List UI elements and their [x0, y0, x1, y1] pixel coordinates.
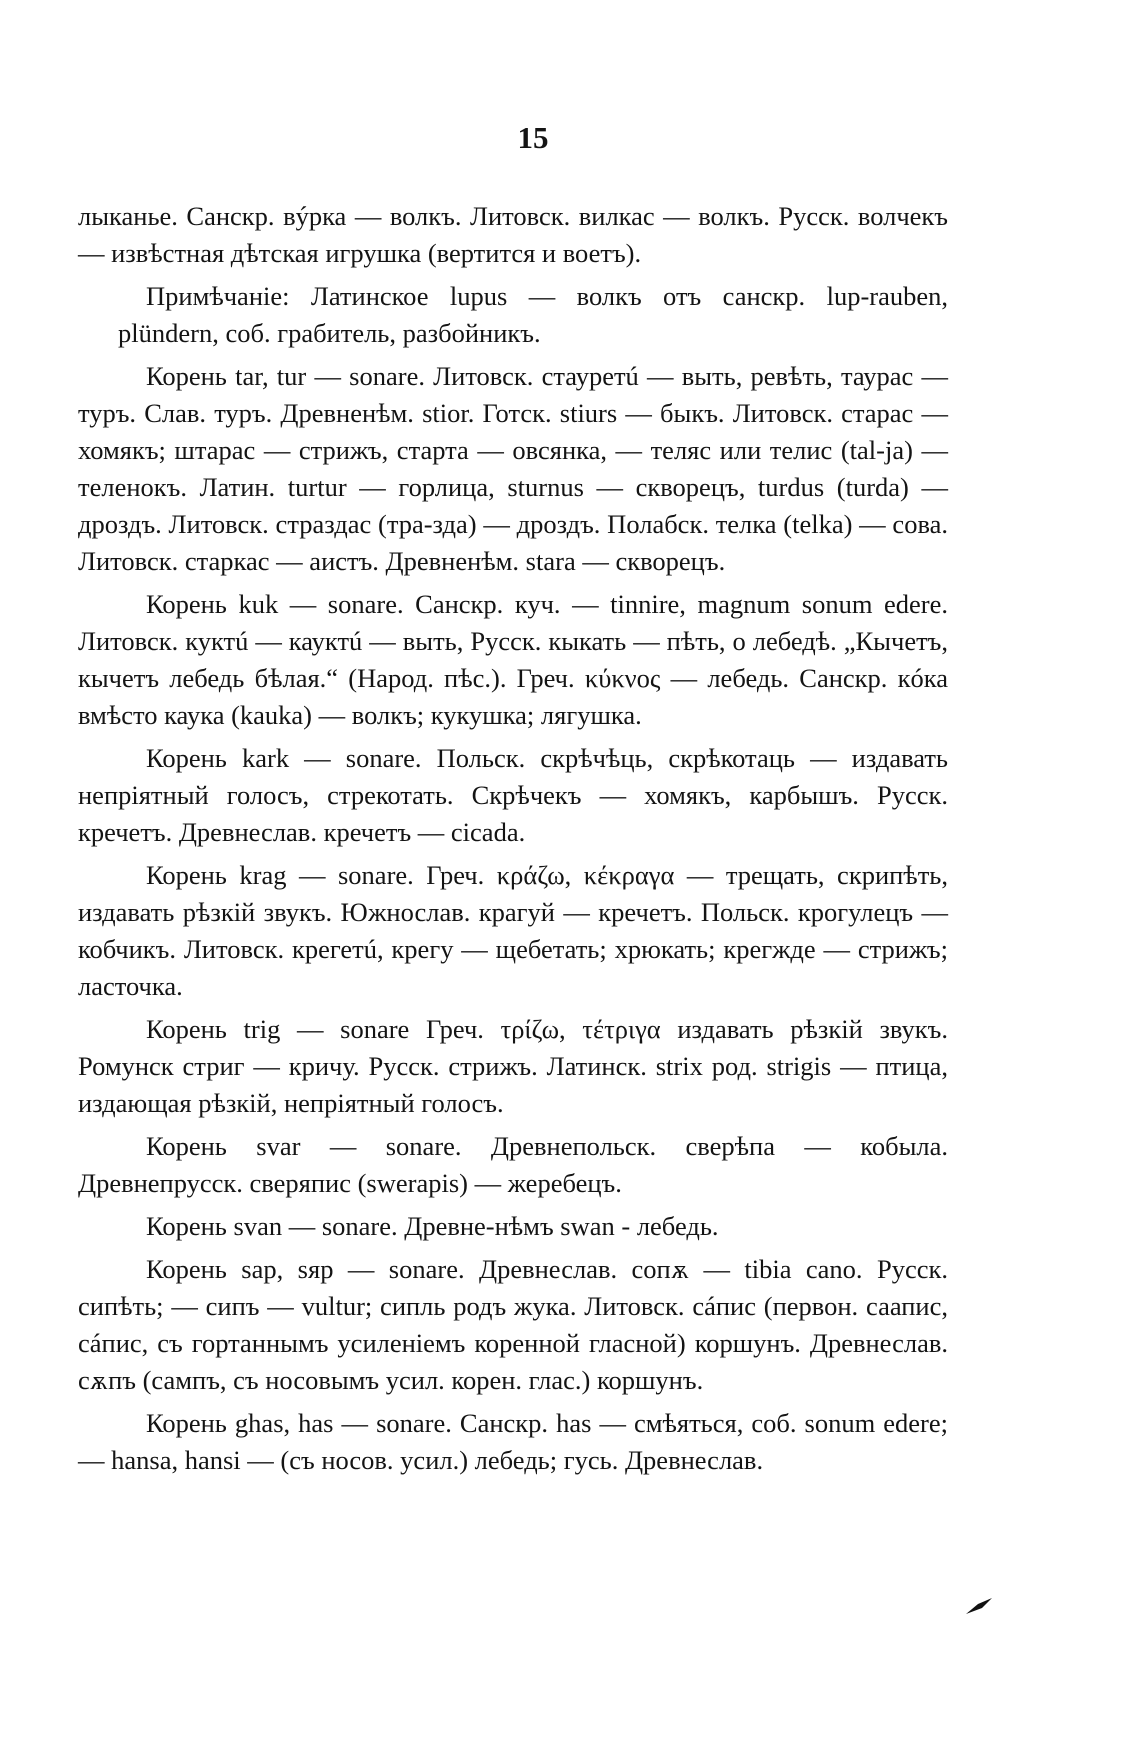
paragraph-root-kuk: Корень kuk — sonare. Санскр. куч. — tinnire, magnum sonum edere. Литовск. куктú — кауктú — выть, Русск. кыкать — пѣть, о лебедѣ. „Кычетъ, кычетъ лебедь бѣлая.“ (Народ. пѣс.). Греч. κύκνος — лебедь. Санскр. кóка вмѣсто каука (kauka) — волкъ; кукушка; лягушка. — [78, 589, 948, 730]
paragraph-root-sap: Корень sap, sяр — sonare. Древнеслав. сопѫ — tibia cano. Русск. сипѣть; — сипъ — vultur; сипль родъ жука. Литовск. сáпис (первон. саапис, сáпис, съ гортаннымъ усиленіемъ коренной гласной) коршунъ. Древнеслав. сѫпъ (сампъ, съ носовымъ усил. корен. глас.) коршунъ. — [78, 1254, 948, 1395]
paragraph-root-tar: Корень tar, tur — sonare. Литовск. стауретú — выть, ревѣть, таурас — туръ. Слав. туръ. Древненѣм. stior. Готск. stiurs — быкъ. Литовск. старас — хомякъ; штарас — стрижъ, старта — овсянка, — теляс или телис (tal-ja) — теленокъ. Латин. turtur — горлица, sturnus — скворецъ, turdus (turda) — дроздъ. Литовск. страздас (тра-зда) — дроздъ. Полабск. телка (telka) — сова. Литовск. старкас — аистъ. Древненѣм. stara — скворецъ. — [78, 361, 948, 576]
paragraph-root-svar: Корень svar — sonare. Древнепольск. сверѣпа — кобыла. Древнепрусск. сверяпис (swerapis) — жеребецъ. — [78, 1131, 948, 1198]
paragraph-root-kark: Корень kark — sonare. Польск. скрѣчѣць, скрѣкотаць — издавать непріятный голосъ, стрекотать. Скрѣчекъ — хомякъ, карбышъ. Русск. кречетъ. Древнеслав. кречетъ — cicada. — [78, 743, 948, 847]
pen-mark-icon — [964, 1596, 994, 1616]
paragraph-root-krag: Корень krag — sonare. Греч. κράζω, κέκραγα — трещать, скрипѣть, издавать рѣзкій звукъ. Южнослав. крагуй — кречетъ. Польск. крогулецъ — кобчикъ. Литовск. крегетú, крегу — щебетать; хрюкать; крегжде — стрижъ; ласточка. — [78, 860, 948, 1001]
paragraph: лыканье. Санскр. вýрка — волкъ. Литовск. вилкас — волкъ. Русск. волчекъ — извѣстная дѣтская игрушка (вертится и воетъ). — [78, 201, 948, 268]
paragraph-root-trig: Корень trig — sonare Греч. τρίζω, τέτριγα издавать рѣзкій звукъ. Ромунск стриг — кричу. Русск. стрижъ. Латинск. strix род. strigis — птица, издающая рѣзкій, непріятный голосъ. — [78, 1014, 948, 1118]
page-number: 15 — [517, 120, 549, 155]
note-paragraph: Примѣчаніе: Латинское lupus — волкъ отъ санскр. lup-rauben, plündern, соб. грабитель, разбойникъ. — [118, 281, 948, 348]
book-page — [78, 120, 948, 1485]
paragraph-root-svan: Корень svan — sonare. Древне-нѣмъ swan - лебедь. — [146, 1211, 719, 1241]
paragraph-root-ghas: Корень ghas, has — sonare. Санскр. has — смѣяться, соб. sonum edere; — hansa, hansi — (съ носов. усил.) лебедь; гусь. Древнеслав. — [78, 1408, 948, 1475]
